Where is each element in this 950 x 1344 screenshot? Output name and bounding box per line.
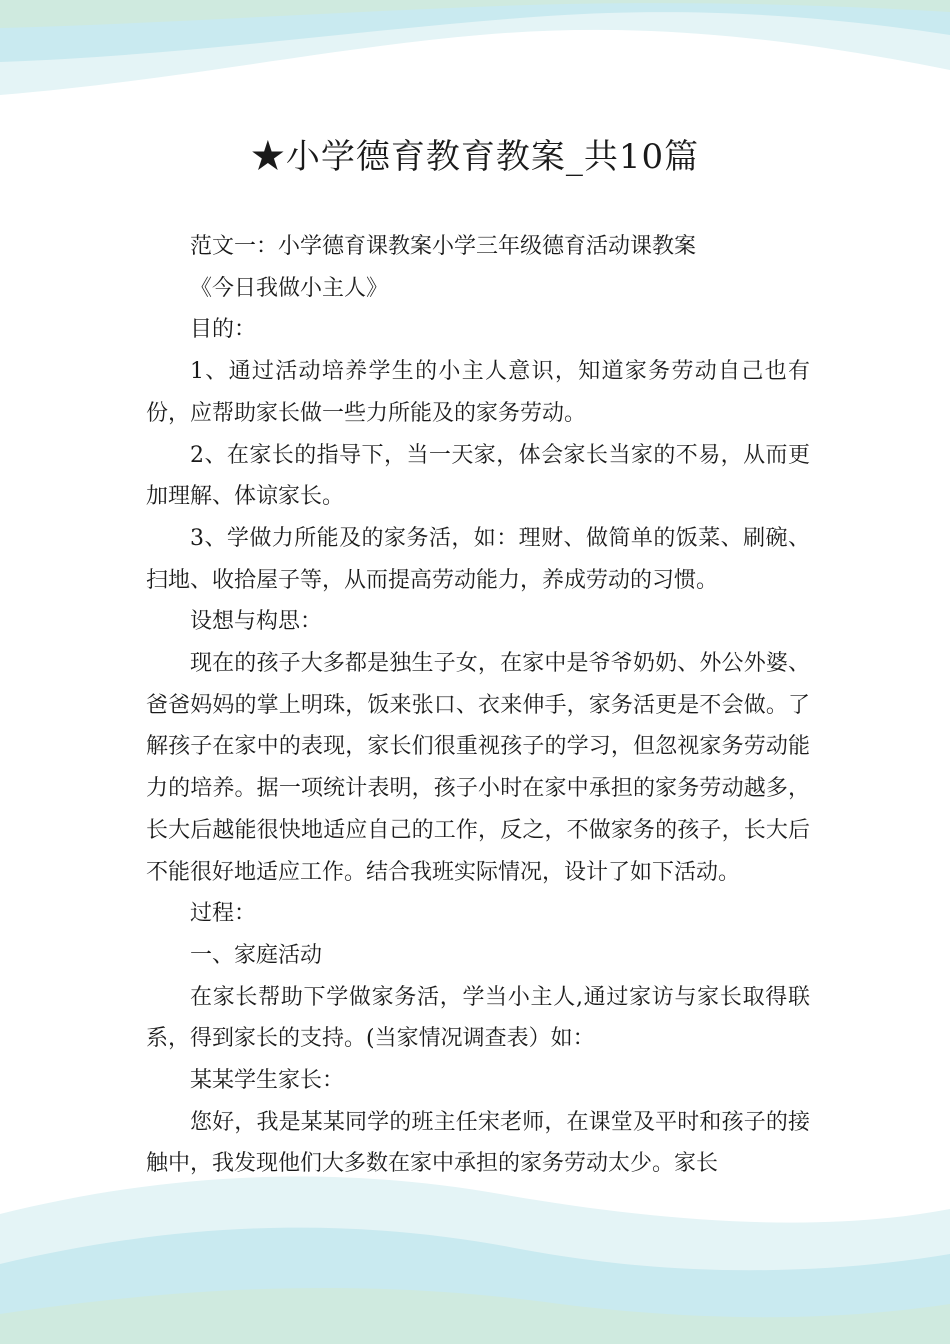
top-wave-decoration — [0, 0, 950, 110]
paragraph: 某某学生家长： — [190, 1068, 345, 1094]
paragraph: 在家长帮助下学做家务活，学当小主人,通过家访与家长取得联系，得到家长的支持。(当家情况调查表）如： — [146, 984, 810, 1052]
paragraph: 目的： — [190, 317, 257, 343]
document-body — [146, 226, 810, 1185]
paragraph: 一、家庭活动 — [190, 942, 323, 968]
paragraph: 《今日我做小主人》 — [190, 275, 389, 301]
paragraph: 范文一：小学德育课教案小学三年级德育活动课教案 — [190, 234, 697, 259]
paragraph: 现在的孩子大多都是独生子女，在家中是爷爷奶奶、外公外婆、爸爸妈妈的掌上明珠，饭来张口、衣来伸手，家务活更是不会做。了解孩子在家中的表现，家长们很重视孩子的学习，但忽视家务劳动能力的培养。据一项统计表明，孩子小时在家中承担的家务劳动越多，长大后越能很快地适应自己的工作，反之，不做家务的孩子，长大后不能很好地适应工作。结合我班实际情况，设计了如下活动。 — [146, 651, 810, 885]
paragraph: 过程： — [190, 901, 257, 927]
paragraph: 您好，我是某某同学的班主任宋老师，在课堂及平时和孩子的接触中，我发现他们大多数在家中承担的家务劳动太少。家长 — [146, 1109, 810, 1177]
document-title: ★小学德育教育教案_共10篇 — [250, 137, 700, 177]
paragraph: 3、学做力所能及的家务活，如：理财、做简单的饭菜、刷碗、扫地、收拾屋子等，从而提高劳动能力，养成劳动的习惯。 — [146, 525, 810, 593]
paragraph: 1、通过活动培养学生的小主人意识，知道家务劳动自己也有份，应帮助家长做一些力所能及的家务劳动。 — [146, 359, 810, 426]
paragraph: 2、在家长的指导下，当一天家，体会家长当家的不易，从而更加理解、体谅家长。 — [146, 442, 810, 510]
paragraph: 设想与构思： — [190, 609, 323, 635]
